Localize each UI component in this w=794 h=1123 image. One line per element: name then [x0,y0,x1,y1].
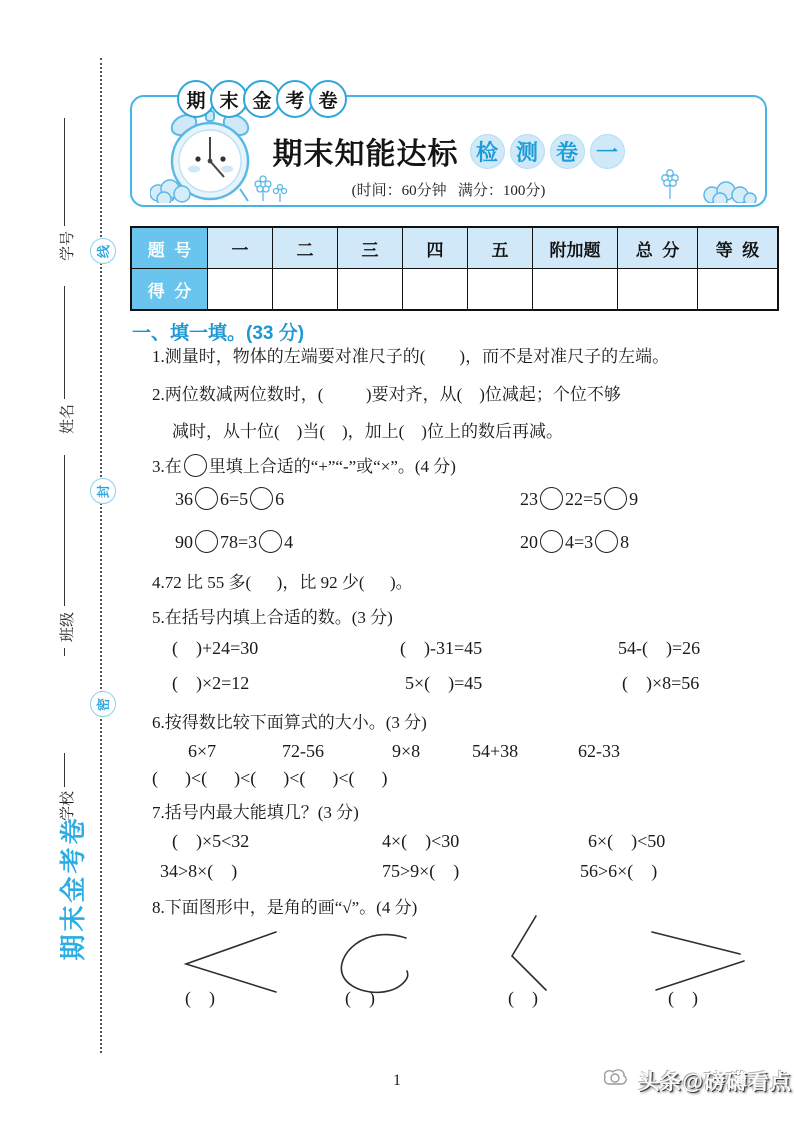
school-blank-line [64,753,65,787]
q6-comparison-chain: ( )<( )<( )<( )<( ) [152,768,388,788]
q6-expression: 6×7 [188,741,217,761]
brand-vertical-text: 期末金考卷 [58,815,88,961]
toutiao-logo-icon [601,1067,637,1095]
score-table-corner: 题 号 [131,227,208,269]
section-one-heading: 一、填一填。(33 分) [132,323,305,344]
header-badge [177,80,347,118]
flowers-decoration [652,161,757,203]
q5-equation: 5×( )=45 [405,673,483,693]
score-table-score-row [131,269,778,311]
operator-circle [195,487,218,510]
q7-equation: 4×( )<30 [382,831,460,851]
score-cell [403,269,468,311]
operator-circle [540,487,563,510]
school-blank-line-stub [64,648,65,656]
seal-dotted-line [100,58,102,1053]
q8-answer-blank: ( ) [668,988,698,1008]
seal-char-mi: 密 [90,691,116,717]
q3-equation: 90 78=3 4 [175,532,294,552]
badge-char: 考 [276,80,314,118]
score-label: 得 分 [131,269,208,311]
col-grade: 等 级 [698,227,779,269]
badge-char: 卷 [309,80,347,118]
student-id-label: 学号 [59,231,76,262]
operator-circle [595,530,618,553]
q8-answer-blank: ( ) [508,988,538,1008]
score-cell [338,269,403,311]
badge-char: 末 [210,80,248,118]
q8-shape-disjoint-lines [648,924,748,994]
col-4: 四 [403,227,468,269]
title-circle-char: 检 [470,134,505,169]
score-cell [468,269,533,311]
title-circle-char: 一 [590,134,625,169]
operator-circle [250,487,273,510]
score-cell [273,269,338,311]
page-number: 1 [393,1072,401,1089]
question-4: 4.72 比 55 多( )，比 92 少( )。 [152,573,413,592]
q8-shape-open-curve [330,930,420,996]
q6-expression: 62-33 [578,741,620,761]
question-7: 7.括号内最大能填几？(3 分) [152,803,359,822]
q8-shape-open-angle [180,928,280,996]
class-label: 班级 [59,612,76,643]
q3-equation: 20 4=3 8 [520,532,630,552]
name-blank-line [64,286,65,399]
time-score-subtitle: (时间：60分钟 满分：100分) [351,183,546,199]
q8-answer-blank: ( ) [185,988,215,1008]
q5-equation: ( )×8=56 [622,673,700,693]
q8-shape-narrow-angle [500,912,560,994]
student-id-blank-line [64,118,65,226]
operator-circle [604,487,627,510]
operator-circle [540,530,563,553]
name-label: 姓名 [59,404,76,435]
badge-char: 期 [177,80,215,118]
question-6: 6.按得数比较下面算式的大小。(3 分) [152,713,427,732]
score-cell [698,269,779,311]
class-blank-line [64,455,65,606]
seal-char-feng: 封 [90,478,116,504]
question-1: 1.测量时，物体的左端要对准尺子的( )，而不是对准尺子的左端。 [152,347,670,366]
question-2-line2: 减时，从十位( )当( )，加上( )位上的数后再减。 [172,422,563,441]
q5-equation: ( )+24=30 [172,638,259,658]
q5-equation: ( )-31=45 [400,638,483,658]
score-table-header-row [131,227,778,269]
score-cell [208,269,273,311]
score-cell [533,269,618,311]
q6-expression: 72-56 [282,741,324,761]
question-5: 5.在括号内填上合适的数。(3 分) [152,608,393,627]
col-extra: 附加题 [533,227,618,269]
question-3: 3.在 里填上合适的“+”“-”或“×”。(4 分) [152,452,456,477]
operator-circle [259,530,282,553]
badge-char: 金 [243,80,281,118]
watermark-text: 头条@磅礴看点 [638,1071,792,1094]
q3-equation: 36 6=5 6 [175,489,285,509]
q5-equation: 54-( )=26 [618,638,701,658]
header-box [130,90,767,207]
col-3: 三 [338,227,403,269]
q5-equation: ( )×2=12 [172,673,250,693]
operator-circle [184,454,207,477]
q7-equation: 34>8×( ) [160,861,238,881]
col-2: 二 [273,227,338,269]
question-2-line1: 2.两位数减两位数时，( )要对齐，从( )位减起；个位不够 [152,385,621,404]
score-table [130,226,779,311]
q6-expression: 9×8 [392,741,421,761]
q8-answer-blank: ( ) [345,988,375,1008]
col-5: 五 [468,227,533,269]
q7-equation: ( )×5<32 [172,831,250,851]
operator-circle [195,530,218,553]
title-circle-char: 测 [510,134,545,169]
q3-equation: 23 22=5 9 [520,489,639,509]
score-cell [618,269,698,311]
q6-expression: 54+38 [472,741,519,761]
q7-equation: 75>9×( ) [382,861,460,881]
paper-title-text: 期末知能达标 [272,138,459,171]
seal-char-line: 线 [90,238,116,264]
col-total: 总 分 [618,227,698,269]
school-label: 学校 [59,791,76,822]
q7-equation: 56>6×( ) [580,861,658,881]
watermark [601,1066,792,1096]
question-8: 8.下面图形中，是角的画“√”。(4 分) [152,898,418,917]
q7-equation: 6×( )<50 [588,831,666,851]
title-circle-char: 卷 [550,134,585,169]
col-1: 一 [208,227,273,269]
